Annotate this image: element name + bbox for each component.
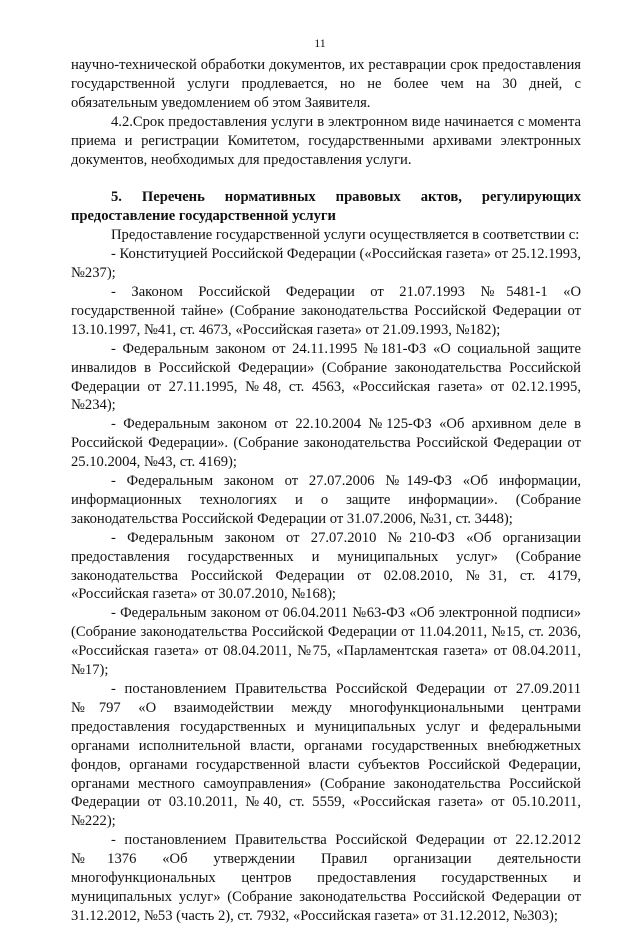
paragraph-4-2: 4.2.Срок предоставления услуги в электронном виде начинается с момента приема и регистрации Комитетом, государственными архивами электронных документов, необходимых для предоставления услуги. <box>71 113 581 168</box>
law-item-210-fz: - Федеральным законом от 27.07.2010 №210-ФЗ «Об организации предоставления государственных и муниципальных услуг» (Собрание законодательства Российской Федерации от 02.08.2010, №31, ст. 4179, «Российская газета» от 30.07.2010, №168); <box>71 529 581 603</box>
law-item-state-secret: - Законом Российской Федерации от 21.07.1993 №5481-1 «О государственной тайне» (Собрание законодательства Российской Федерации от 13.10.1997, №41, ст. 4673, «Российская газета» от 21.09.1993, №182); <box>71 283 581 338</box>
section-5-intro: Предоставление государственной услуги осуществляется в соответствии с: <box>111 227 580 244</box>
law-item-resolution-797: - постановлением Правительства Российской Федерации от 27.09.2011 №797 «О взаимодействии между многофункциональными центрами предоставления государственных и муниципальных услуг и федеральными органами исполнительной власти, органами государственных внебюджетных фондов, органами государственной власти субъектов Российской Федерации, органами местного самоуправления» (Собрание законодательства Российской Федерации от 03.10.2011, №40, ст. 5559, «Российская газета» от 05.10.2011, №222); <box>71 681 581 830</box>
spacer <box>71 169 581 188</box>
law-item-181-fz: - Федеральным законом от 24.11.1995 №181-ФЗ «О социальной защите инвалидов в Российской Федерации» (Собрание законодательства Российской Федерации от 27.11.1995, №48, ст. 4563, «Российская газета» от 02.12.1995, №234); <box>71 340 581 414</box>
law-item-63-fz: - Федеральным законом от 06.04.2011 №63-ФЗ «Об электронной подписи» (Собрание законодательства Российской Федерации от 11.04.2011, №15, ст. 2036, «Российская газета» от 08.04.2011, №75, «Парламентская газета» от 08.04.2011, №17); <box>71 605 581 679</box>
law-item-constitution: - Конституцией Российской Федерации («Российская газета» от 25.12.1993, №237); <box>71 246 581 282</box>
law-item-resolution-1376: - постановлением Правительства Российской Федерации от 22.12.2012 №1376 «Об утверждении Правил организации деятельности многофункциональных центров предоставления государственных и муниципальных услуг» (Собрание законодательства Российской Федерации от 31.12.2012, №53 (часть 2), ст. 7932, «Российская газета» от 31.12.2012, №303); <box>71 832 581 924</box>
law-item-149-fz: - Федеральным законом от 27.07.2006 №149-ФЗ «Об информации, информационных технологиях и о защите информации». (Собрание законодательства Российской Федерации от 31.07.2006, №31, ст. 3448); <box>71 473 581 527</box>
law-item-125-fz: - Федеральным законом от 22.10.2004 №125-ФЗ «Об архивном деле в Российской Федерации». (Собрание законодательства Российской Федерации от 25.10.2004, №43, ст. 4169); <box>71 416 581 471</box>
paragraph-service-term-extension: научно-технической обработки документов, их реставрации срок предоставления государственной услуги продлевается, но не более чем на 30 дней, с обязательным уведомлением об этом Заявителя. <box>71 57 581 111</box>
document-body <box>71 56 581 926</box>
section-5-heading: 5. Перечень нормативных правовых актов, регулирующих предоставление государственной услуги <box>71 189 581 225</box>
page-number: 11 <box>314 36 326 50</box>
